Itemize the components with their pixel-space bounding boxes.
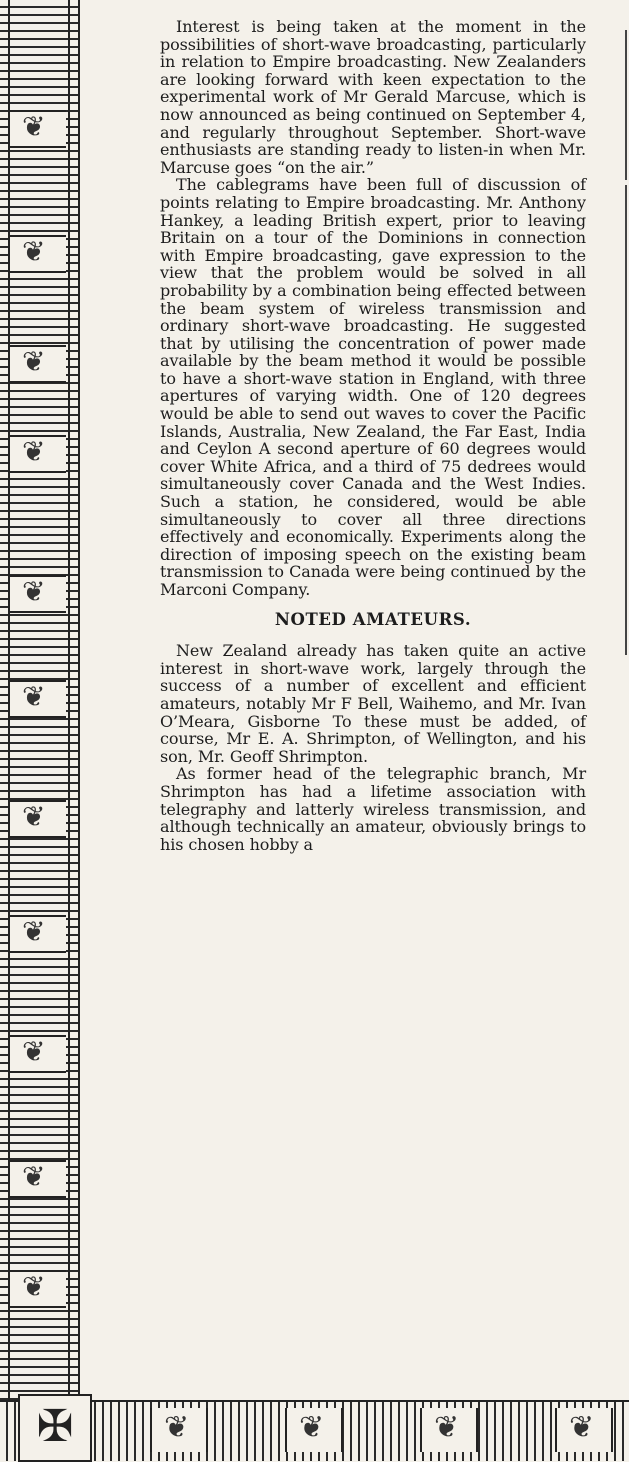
ornament-flourish	[10, 345, 66, 383]
ornament-flourish	[10, 680, 66, 718]
ornamental-border-left	[0, 0, 80, 1400]
article-column	[160, 18, 586, 853]
ornament-flourish	[10, 435, 66, 473]
article-paragraph: As former head of the telegraphic branch, Mr Shrimpton has had a lifetime association with telegraphy and latterly wireless transmission, and although technically an amateur, obviously brings to his chosen hobby a	[160, 764, 586, 854]
article-paragraph: The cablegrams have been full of discussion of points relating to Empire broadcasting. Mr. Anthony Hankey, a leading British expert, prior to leaving Britain on a tour of the Dominions in connection with Empire broadcasting, gave expression to the view that the problem would be solved in all probability by a combination being effected between the beam system of wireless transmission and ordinary short-wave broadcasting. He suggested that by utilising the concentration of power made available by the beam method it would be possible to have a short-wave station in England, with three apertures of varying width. One of 120 degrees would be able to send out waves to cover the Pacific Islands, Australia, New Zealand, the Far East, India and Ceylon A second aperture of 60 degrees would cover White Africa, and a third of 75 dedrees would simultaneously cover Canada and the West Indies. Such a station, he considered, would be able simultaneously to cover all three directions effectively and economically. Experiments along the direction of imposing speech on the existing beam transmission to Canada were being continued by the Marconi Company.	[160, 175, 586, 599]
ornament-flourish	[10, 235, 66, 273]
column-rule-right	[625, 185, 627, 655]
ornament-flourish	[150, 1408, 208, 1452]
ornament-flourish	[10, 1160, 66, 1198]
ornament-flourish	[420, 1408, 478, 1452]
column-rule-right	[625, 30, 627, 180]
section-subheading: NOTED AMATEURS.	[274, 609, 472, 629]
ornament-flourish	[10, 1270, 66, 1308]
ornament-flourish	[10, 110, 66, 148]
article-paragraph: Interest is being taken at the moment in the possibilities of short-wave broadcasting, particularly in relation to Empire broadcasting. New Zealanders are looking forward with keen expectation to the experimental work of Mr Gerald Marcuse, which is now announced as being continued on September 4, and regularly throughout September. Short-wave enthusiasts are standing ready to listen-in when Mr. Marcuse goes “on the air.”	[160, 17, 586, 177]
article-paragraph: New Zealand already has taken quite an active interest in short-wave work, largely through the success of a number of excellent and efficient amateurs, notably Mr F Bell, Waihemo, and Mr. Ivan O’Meara, Gisborne To these must be added, of course, Mr E. A. Shrimpton, of Wellington, and his son, Mr. Geoff Shrimpton.	[160, 641, 586, 766]
ornament-flourish	[10, 800, 66, 838]
corner-ornament-icon: ✠	[18, 1394, 92, 1462]
ornament-flourish	[10, 575, 66, 613]
ornament-flourish	[10, 915, 66, 953]
ornament-flourish	[555, 1408, 613, 1452]
ornament-flourish	[285, 1408, 343, 1452]
ornament-flourish	[10, 1035, 66, 1073]
